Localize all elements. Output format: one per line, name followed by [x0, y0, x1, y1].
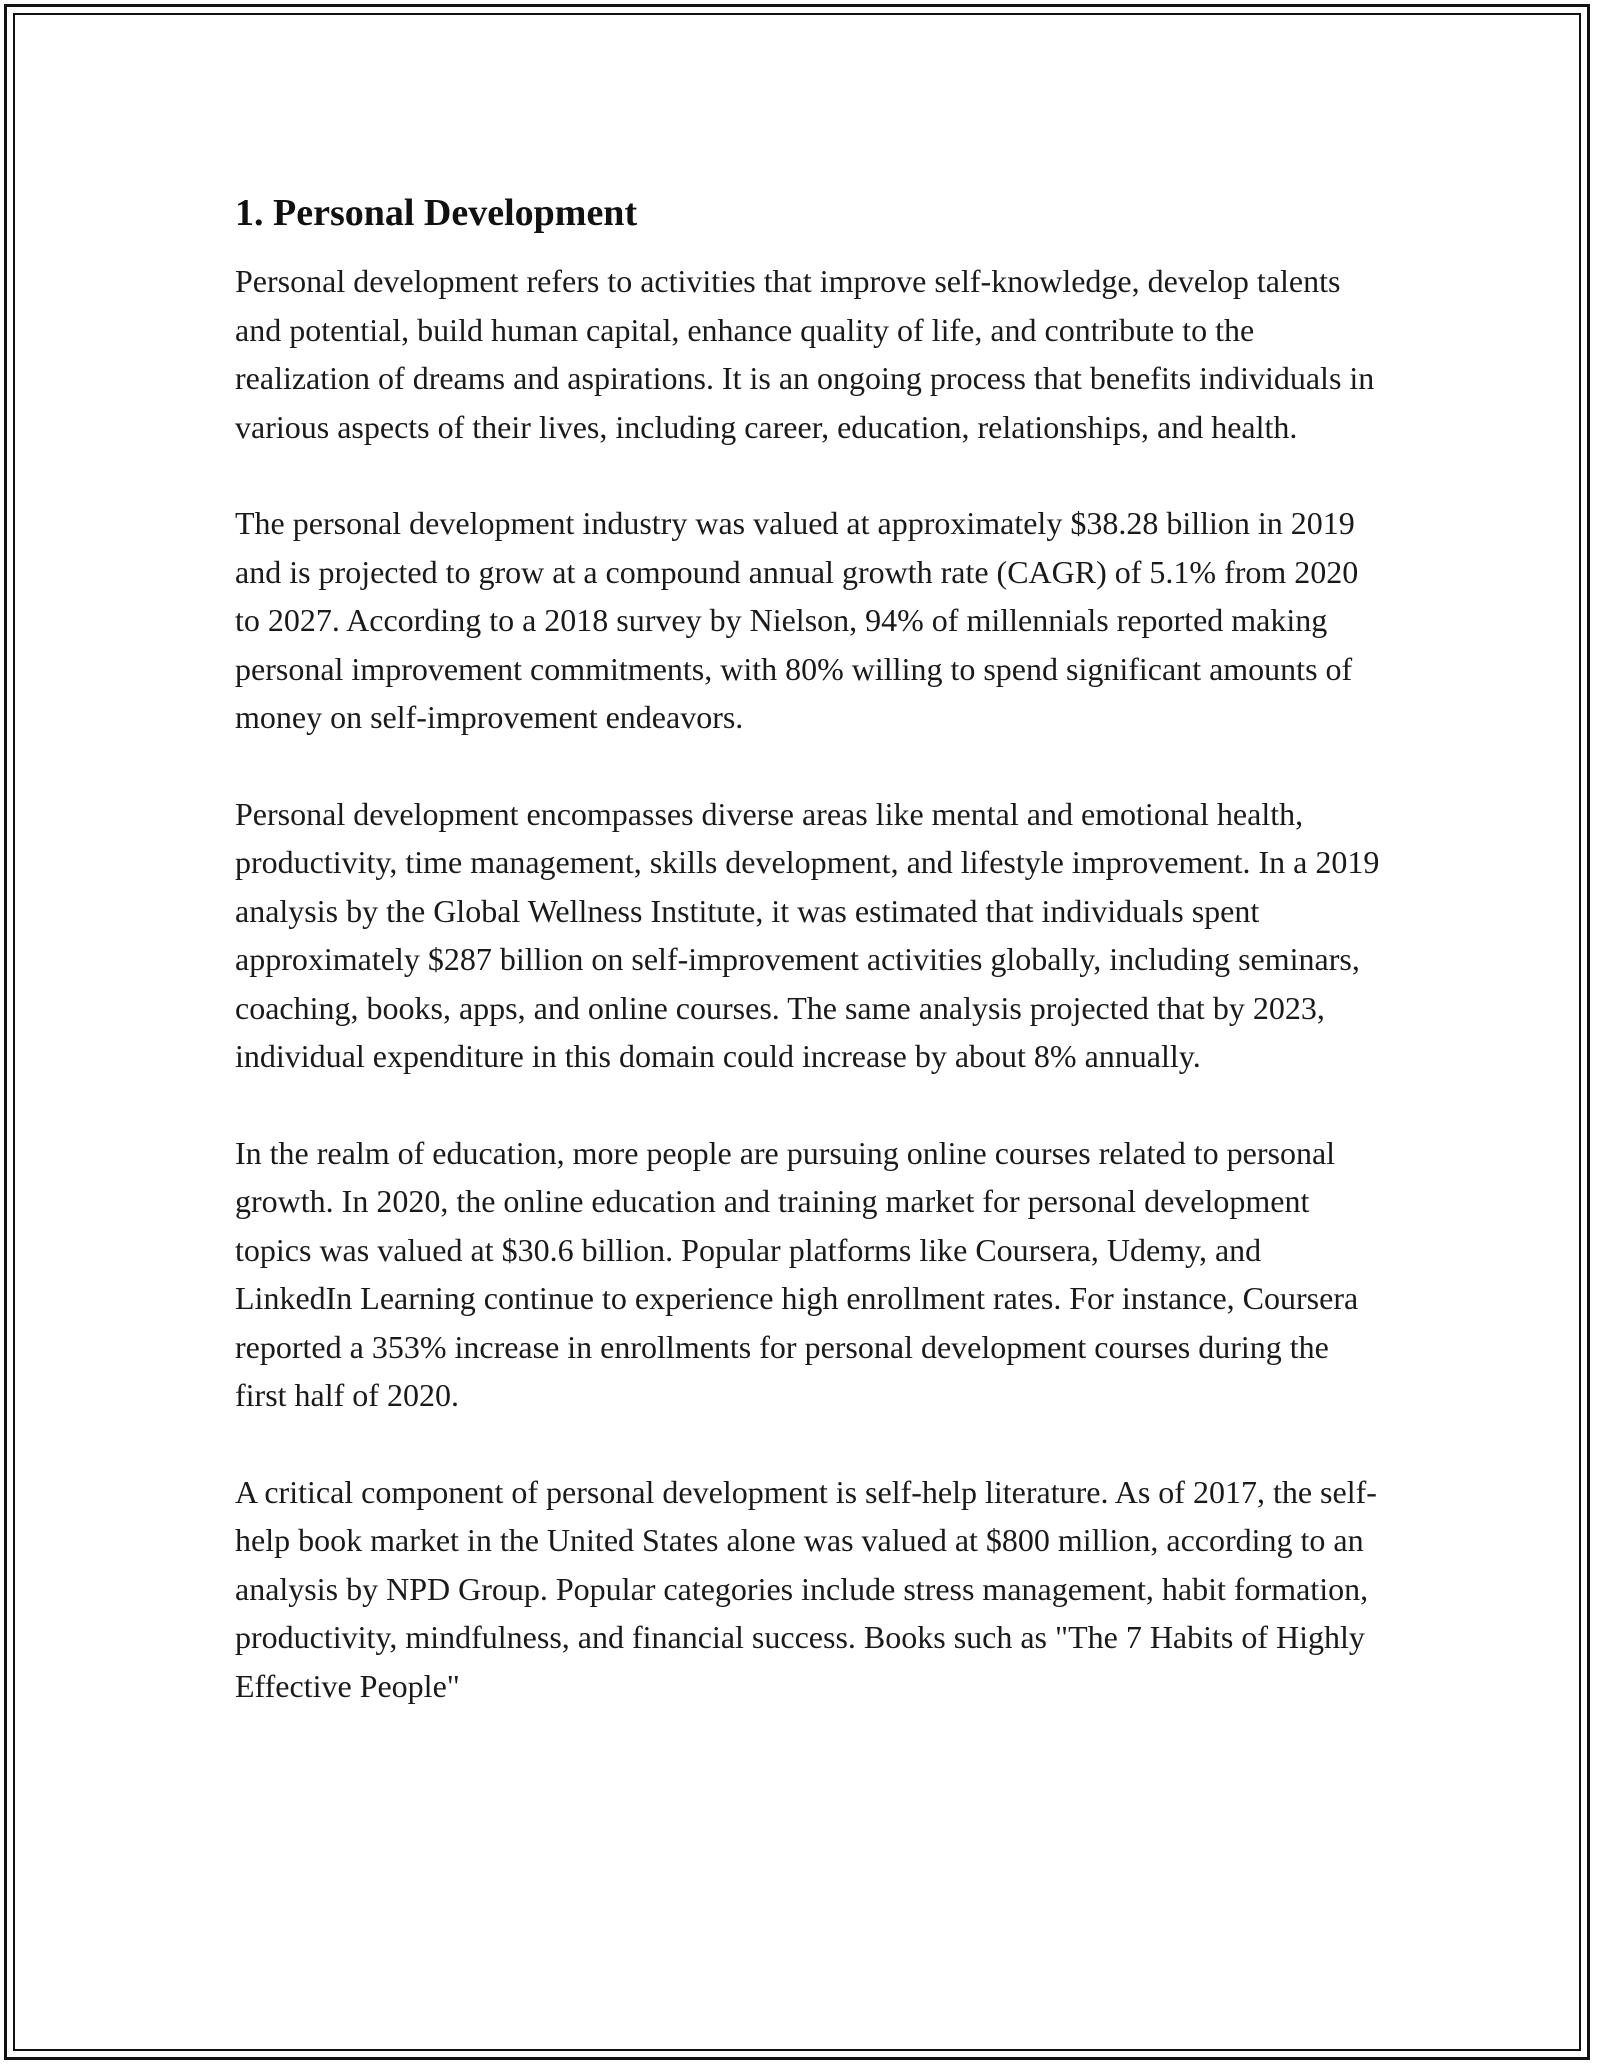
paragraph-education: In the realm of education, more people are pursuing online courses related to personal growth. In 2020, the online education and training market for personal development topics was valued at $30.6 billion. Popular platforms like Coursera, Udemy, and LinkedIn Learning continue to experience high enrollment rates. For instance, Coursera reported a 353% increase in enrollments for personal development courses during the first half of 2020. — [235, 1134, 1359, 1413]
paragraph-definition: Personal development refers to activities that improve self-knowledge, develop talents and potential, build human capital, enhance quality of life, and contribute to the realization of dreams and aspirations. It is an ongoing process that benefits individuals in various aspects of their lives, including career, education, relationships, and health. — [235, 263, 1375, 445]
document-body — [235, 185, 1380, 1758]
section-heading: 1. Personal Development — [235, 192, 638, 234]
paragraph-self-help-literature: A critical component of personal development is self-help literature. As of 2017, the self-help book market in the United States alone was valued at $800 million, according to an analysis by NPD Group. Popular categories include stress management, habit formation, productivity, mindfulness, and financial success. Books such as "The 7 Habits of Highly Effective People" — [235, 1473, 1377, 1704]
paragraph-industry-value: The personal development industry was valued at approximately $38.28 billion in 2019 and is projected to grow at a compound annual growth rate (CAGR) of 5.1% from 2020 to 2027. According to a 2018 survey by Nielson, 94% of millennials reported making personal improvement commitments, with 80% willing to spend significant amounts of money on self-improvement endeavors. — [235, 505, 1359, 735]
paragraph-diverse-areas: Personal development encompasses diverse areas like mental and emotional health, productivity, time management, skills development, and lifestyle improvement. In a 2019 analysis by the Global Wellness Institute, it was estimated that individuals spent approximately $287 billion on self-improvement activities globally, including seminars, coaching, books, apps, and online courses. The same analysis projected that by 2023, individual expenditure in this domain could increase by about 8% annually. — [235, 795, 1380, 1074]
